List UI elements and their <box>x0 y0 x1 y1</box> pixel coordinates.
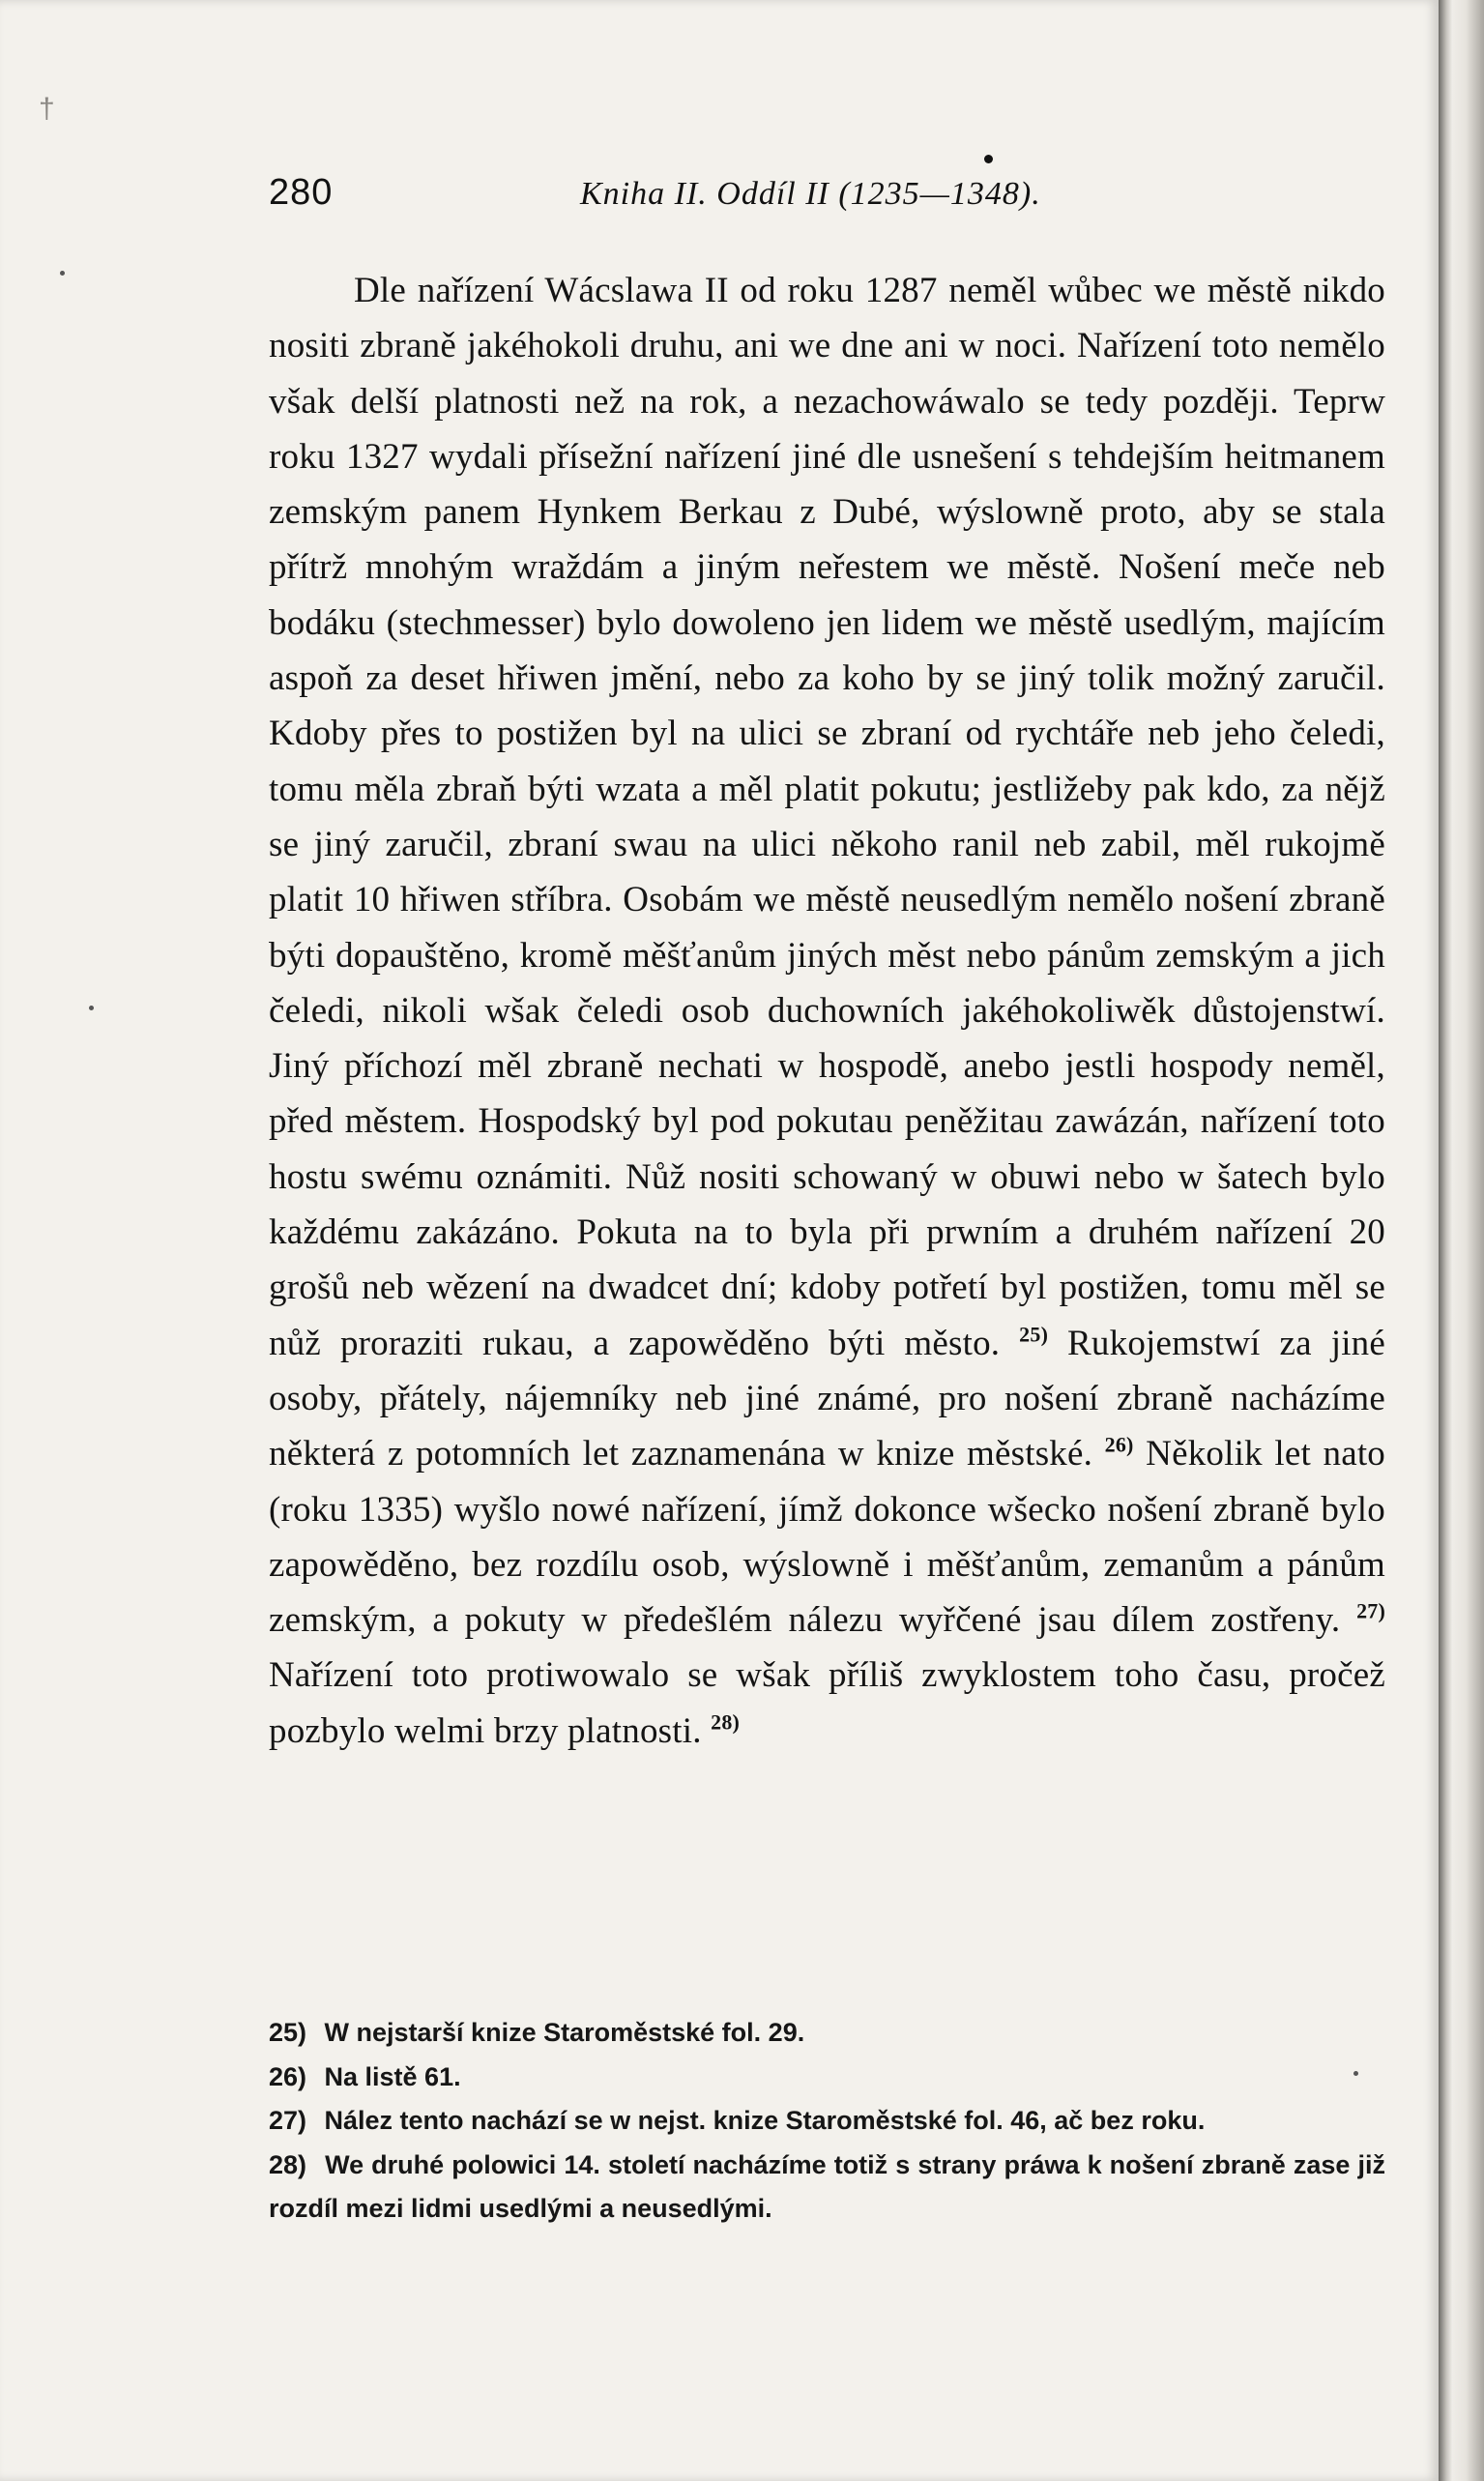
running-title: Kniha II. Oddíl II (1235—1348). <box>580 176 1041 212</box>
footnotes <box>269 2011 1385 2232</box>
ink-dot <box>984 155 993 163</box>
body-paragraph <box>269 263 1385 1759</box>
footnote-text: Na listě 61. <box>324 2061 461 2091</box>
page-number: 280 <box>269 172 334 213</box>
footnote-mark: 26) <box>269 2061 307 2091</box>
footnote-text: We druhé polowici 14. století nacházíme totiž s strany práwa k nošení zbraně zase již rozdíl mezi lidmi usedlými a neusedlými. <box>269 2149 1385 2223</box>
paragraph-part: Několik let nato (roku 1335) wyšlo nowé nařízení, jímž dokonce wšecko nošení zbraně bylo zapowěděno, bez rozdílu osob, wýslowně i měšťanům, zemanům a pánům zemským, a pokuty w předešlém nálezu wyřčené jsau dílem zostřeny. <box>269 1434 1385 1641</box>
running-head <box>269 172 1390 230</box>
footnote-mark: 27) <box>269 2106 307 2135</box>
footnote-text: Nález tento nachází se w nejst. knize Staroměstské fol. 46, ač bez roku. <box>324 2106 1206 2135</box>
margin-mark: † <box>39 93 55 125</box>
footnote-ref: 28) <box>711 1709 741 1735</box>
paragraph-part: Nařízení toto protiwowalo se wšak příliš zwyklostem toho času, pročež pozbylo welmi brzy platnosti. <box>269 1655 1385 1751</box>
footnote-ref: 25) <box>1019 1322 1049 1347</box>
footnote-ref: 27) <box>1356 1598 1385 1623</box>
footnote-mark: 25) <box>269 2018 307 2047</box>
paper-speck <box>89 1006 94 1010</box>
page-edge <box>1439 0 1484 2481</box>
footnote <box>269 2099 1385 2144</box>
paragraph-part: Dle nařízení Wácslawa II od roku 1287 neměl wůbec we městě nikdo nositi zbraně jakéhokoli druhu, ani we dne ani w noci. Nařízení toto nemělo však delší platnosti než na rok, a nezachowáwalo se tedy později. Teprw roku 1327 wydali přísežní nařízení jiné dle usnešení s tehdejším heitmanem zemským panem Hynkem Berkau z Dubé, wýslowně proto, aby se stala přítrž mnohým wraždám a jiným neřestem we městě. Nošení meče neb bodáku (stechmesser) bylo dowoleno jen lidem we městě usedlým, majícím aspoň za deset hřiwen jmění, nebo za koho by se jiný tolik možný zaručil. Kdoby přes to postižen byl na ulici se zbraní od rychtáře neb jeho čeledi, tomu měla zbraň býti wzata a měl platit pokutu; jestližeby pak kdo, za nějž se jiný zaručil, zbraní swau na ulici někoho ranil neb zabil, měl rukojmě platit 10 hřiwen stříbra. Osobám we městě neusedlým nemělo nošení zbraně býti dopauštěno, kromě měšťanům jiných měst nebo pánům zemským a jich čeledi, nikoli wšak čeledi osob duchowních jakéhokoliwěk důstojenstwí. Jiný příchozí měl zbraně nechati w hospodě, anebo jestli hospody neměl, před městem. Hospodský byl pod pokutau peněžitau zawázán, nařízení toto hostu swému oznámiti. Nůž nositi schowaný w obuwi nebo w šatech bylo každému zakázáno. Pokuta na to byla při prwním a druhém nařízení 20 grošů neb wězení na dwadcet dní; kdoby potřetí byl postižen, tomu měl se nůž proraziti rukau, a zapowěděno býti město. <box>269 271 1385 1363</box>
footnote-text: W nejstarší knize Staroměstské fol. 29. <box>324 2018 805 2047</box>
footnote <box>269 2144 1385 2232</box>
footnote-ref: 26) <box>1104 1432 1134 1457</box>
footnote <box>269 2011 1385 2056</box>
paper-speck <box>60 271 65 276</box>
paragraph-part: Rukojemstwí za jiné osoby, přátely, nájemníky neb jiné známé, pro nošení zbraně nacházíme některá z potomních let zaznamenána w knize městské. <box>269 1323 1386 1474</box>
footnote-mark: 28) <box>269 2149 307 2179</box>
footnote <box>269 2056 1385 2100</box>
